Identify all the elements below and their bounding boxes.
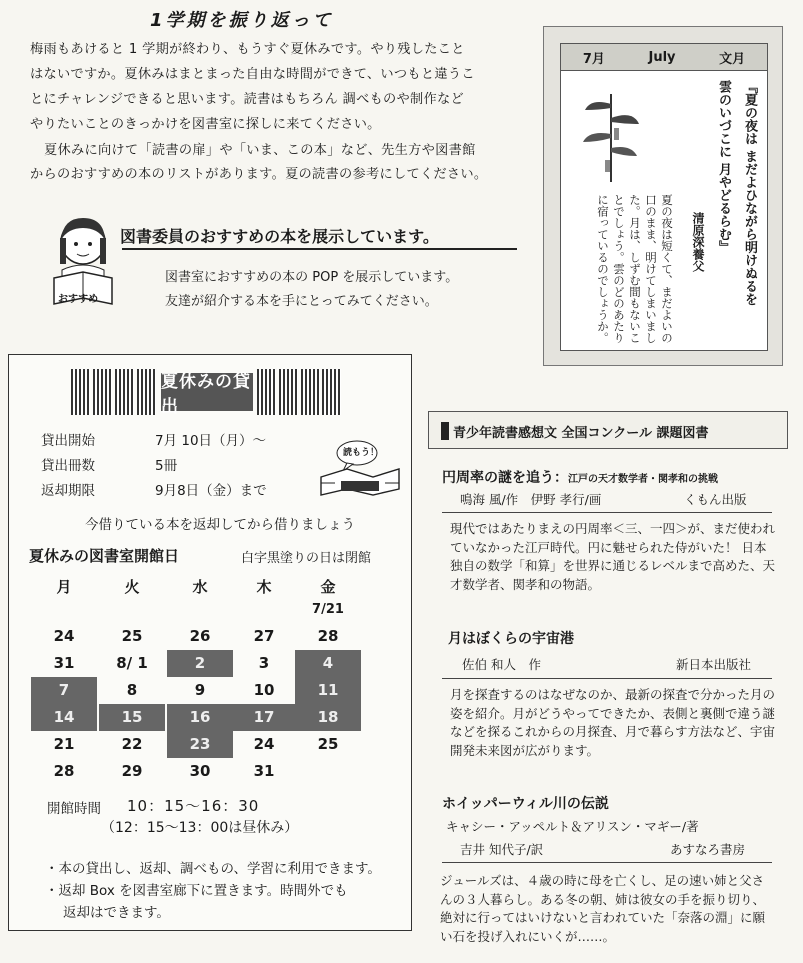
divider xyxy=(442,512,772,513)
calendar-day: 28 xyxy=(53,762,75,780)
haiku-explanation: とでしょう。雲のどのあたり xyxy=(612,194,626,344)
book-title: ホイッパーウィル川の伝説 xyxy=(442,796,609,812)
month-card xyxy=(543,26,783,366)
weekday-header: 火 xyxy=(124,578,140,596)
summer-lending-box xyxy=(8,354,412,931)
book-authors: キャシー・アッペルト＆アリスン・マギー/著 xyxy=(446,819,699,834)
recommend-line: 図書室におすすめの本の POP を展示しています。 xyxy=(165,270,459,285)
month-number: 7月 xyxy=(582,51,605,67)
calendar-day-closed: 4 xyxy=(295,650,361,677)
book-publisher: 新日本出版社 xyxy=(676,657,752,672)
haiku-explanation: た。月は、しずむ間もないこ xyxy=(628,194,642,344)
calendar-day-closed: 7 xyxy=(31,677,97,704)
calendar-day-closed: 16 xyxy=(167,704,233,731)
calendar-day xyxy=(295,758,361,785)
lending-note: 今借りている本を返却してから借りましょう xyxy=(85,517,355,533)
calendar-day: 3 xyxy=(258,654,270,672)
weekday-header: 水 xyxy=(192,578,208,596)
book-translator: 吉井 知代子/訳 xyxy=(460,842,544,857)
calendar-day: 21 xyxy=(53,735,75,753)
calendar-day: 31 xyxy=(253,762,275,780)
haiku-explanation: 夏の夜は短くて、まだよいの xyxy=(660,194,674,344)
book-title: 円周率の謎を追う：江戸の天才数学者・関孝和の挑戦 xyxy=(442,470,718,486)
divider xyxy=(442,862,772,863)
calendar-day: 25 xyxy=(121,627,143,645)
lending-label: 返却期限 xyxy=(41,483,95,499)
calendar-day-closed: 17 xyxy=(231,704,297,731)
lending-banner xyxy=(71,369,341,415)
intro-line: 梅雨もあけると 1 学期が終わり、もうすぐ夏休みです。やり残したこと xyxy=(30,42,465,57)
calendar-day xyxy=(167,596,233,623)
lending-value: 9月8日（金）まで xyxy=(155,483,267,499)
divider xyxy=(442,678,772,679)
recommend-badge: おすすめ xyxy=(58,294,99,305)
calendar-day xyxy=(31,596,97,623)
month-card-header xyxy=(561,44,767,71)
calendar-day: 28 xyxy=(317,627,339,645)
calendar-day: 29 xyxy=(121,762,143,780)
haiku-line: 『夏の夜は まだよひながら明けぬるを xyxy=(742,80,757,306)
lending-label: 貸出冊数 xyxy=(41,458,95,474)
calendar-day: 22 xyxy=(121,735,143,753)
calendar-legend: 白字黒塗りの日は閉館 xyxy=(241,551,372,566)
hours-value: 10：15～16：30 xyxy=(127,797,260,815)
book-title: 月はぼくらの宇宙港 xyxy=(448,631,574,647)
calendar-day: 8 xyxy=(126,681,138,699)
book-subtitle: 江戸の天才数学者・関孝和の挑戦 xyxy=(568,474,718,485)
contest-heading: 青少年読書感想文 全国コンクール 課題図書 xyxy=(453,426,709,441)
book-description: 月を探査するのはなぜなのか、最新の探査で分かった月の姿を紹介。月がどうやってできたか、表側と裏側で違う謎などを探るこれからの月探査、月で暮らす方法など、宇宙開発未来図が広がります。 xyxy=(450,687,776,758)
calendar-day-closed: 2 xyxy=(167,650,233,677)
calendar-day: 24 xyxy=(53,627,75,645)
calendar-day: 7/21 xyxy=(312,602,344,617)
recommend-line: 友達が紹介する本を手にとってみてください。 xyxy=(165,294,438,309)
speech-bubble-text: 読もう！ xyxy=(343,448,380,458)
calendar-day xyxy=(231,596,297,623)
intro-line: はないですか。夏休みはまとまった自由な時間ができて、いつもと違うこ xyxy=(30,67,475,82)
divider xyxy=(122,248,517,250)
weekday-header: 金 xyxy=(320,578,336,596)
section-title-semester: 1学期を振り返って xyxy=(150,10,334,31)
usage-note: ・本の貸出し、返却、調べもの、学習に利用できます。 xyxy=(45,861,381,877)
haiku-line: 雲のいづこに 月やどるらむ』 xyxy=(716,80,731,254)
calendar-day-closed: 11 xyxy=(295,677,361,704)
calendar-day xyxy=(99,596,165,623)
recommend-heading: 図書委員のおすすめの本を展示しています。 xyxy=(120,227,439,246)
calendar-day: 9 xyxy=(194,681,206,699)
calendar-day: 10 xyxy=(253,681,275,699)
book-description: 現代ではあたりまえの円周率＜三、一四＞が、まだ使われていなかった江戸時代。円に魅せられた侍がいた！ 日本独自の数学「和算」を世界に通じるレベルまで高めた、天才数学者、関孝和の物語。 xyxy=(450,521,776,592)
calendar-title: 夏休みの図書室開館日 xyxy=(29,547,180,565)
calendar-day: 8/ 1 xyxy=(116,654,148,672)
lending-banner-title: 夏休みの貸出 xyxy=(161,372,251,417)
lending-label: 貸出開始 xyxy=(41,433,95,449)
book-authors: 鳴海 風/作 伊野 孝行/画 xyxy=(460,492,602,507)
book-publisher: くもん出版 xyxy=(684,492,747,507)
calendar-day-closed: 14 xyxy=(31,704,97,731)
calendar-day-closed: 23 xyxy=(167,731,233,758)
calendar-day: 30 xyxy=(189,762,211,780)
weekday-header: 木 xyxy=(256,578,272,596)
book-description: ジュールズは、４歳の時に母を亡くし、足の速い姉と父さんの３人暮らし。ある冬の朝、姉は彼女の手を振り切り、絶対に行ってはいけないと言われていた「奈落の淵」に願い石を投げ入れにいくが……。 xyxy=(440,873,766,944)
month-japanese: 文月 xyxy=(719,51,746,67)
calendar-day: 27 xyxy=(253,627,275,645)
hands-book-icon xyxy=(317,433,403,499)
usage-note: 返却はできます。 xyxy=(63,905,170,921)
lending-value: 7月 10日（月）～ xyxy=(155,433,267,449)
calendar-day-closed: 18 xyxy=(295,704,361,731)
intro-line: とにチャレンジできると思います。読書はもちろん 調べものや制作など xyxy=(30,92,464,107)
intro-line: からのおすすめの本のリストがあります。夏の読書の参考にしてください。 xyxy=(30,167,488,182)
calendar-day-closed: 15 xyxy=(99,704,165,731)
calendar-day: 25 xyxy=(317,735,339,753)
calendar-day: 24 xyxy=(253,735,275,753)
month-english: July xyxy=(648,49,676,65)
intro-line: やりたいことのきっかけを図書室に探しに来てください。 xyxy=(30,117,381,132)
lunch-note: （12：15～13：00は昼休み） xyxy=(101,820,299,836)
usage-note: ・返却 Box を図書室廊下に置きます。時間外でも xyxy=(45,883,348,899)
haiku-explanation: 口のまま、明けてしまいまし xyxy=(644,194,658,344)
contest-header xyxy=(428,411,788,449)
calendar-day: 31 xyxy=(53,654,75,672)
haiku-author: 清原深養父 xyxy=(691,212,705,272)
lending-value: 5冊 xyxy=(155,458,178,474)
weekday-header: 月 xyxy=(56,578,72,596)
bamboo-icon xyxy=(581,84,641,184)
book-authors: 佐伯 和人 作 xyxy=(462,657,541,672)
intro-line: 夏休みに向けて「読書の扉」や「いま、この本」など、先生方や図書館 xyxy=(44,143,476,158)
book-publisher: あすなろ書房 xyxy=(670,842,746,857)
hours-label: 開館時間 xyxy=(47,801,101,817)
calendar-day: 26 xyxy=(189,627,211,645)
haiku-explanation: に宿っているのでしょうか。 xyxy=(596,194,610,344)
